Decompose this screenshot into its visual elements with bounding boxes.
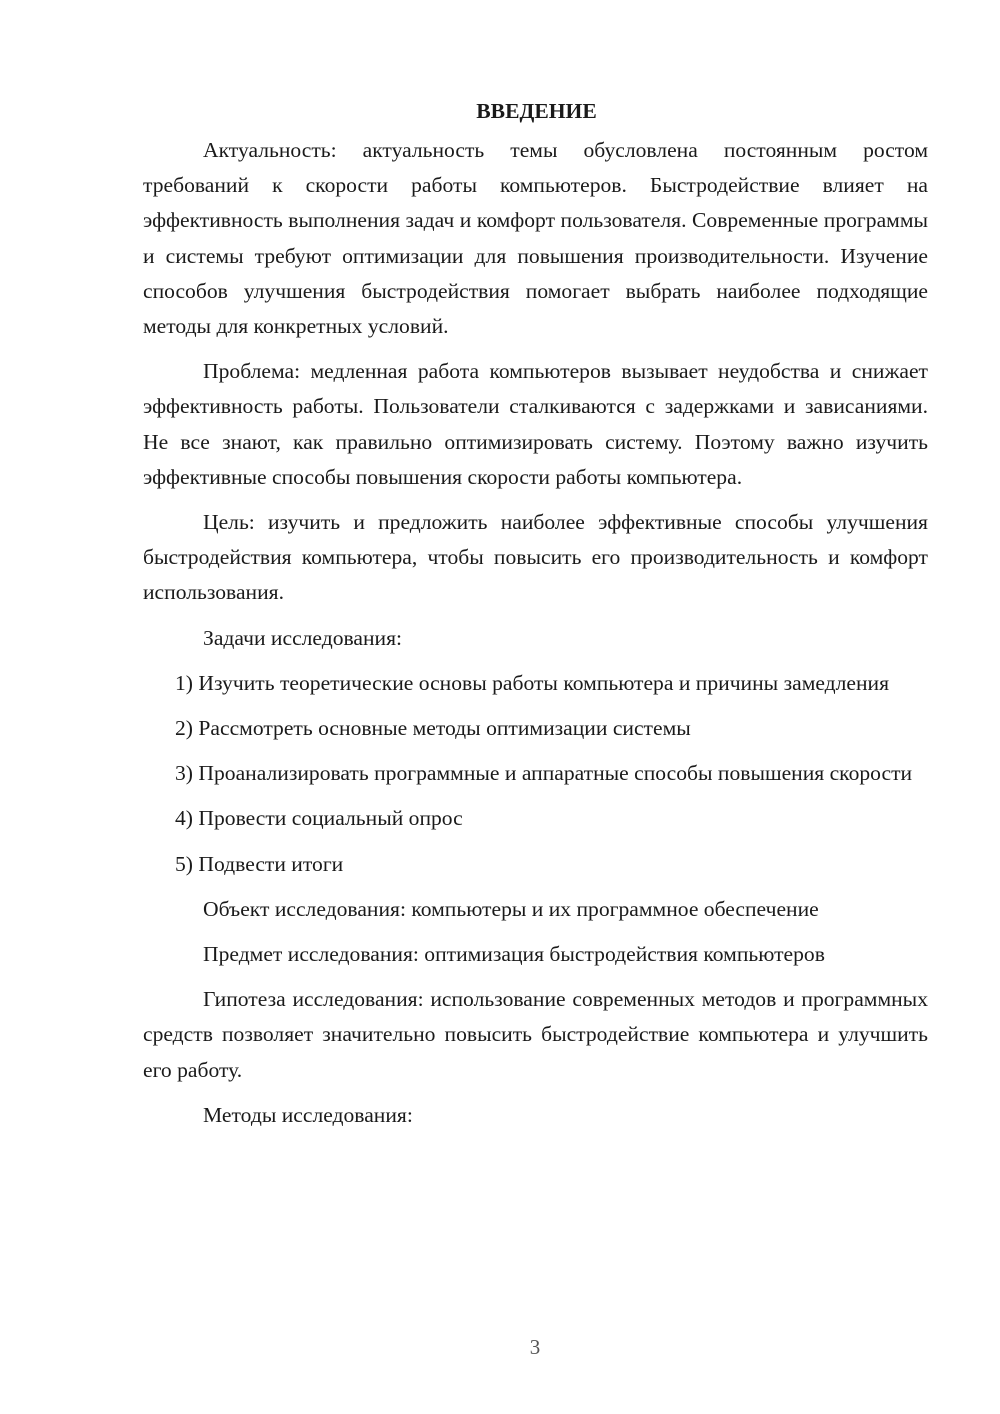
task-item-3: 3) Проанализировать программные и аппаратные способы повышения скорости <box>175 761 913 786</box>
paragraph-hypothesis: Гипотеза исследования: использование современных методов и программных средств позволяет значительно повысить быстродействие компьютера и улучшить его работу. <box>143 987 928 1082</box>
document-body <box>143 95 928 1143</box>
paragraph-object: Объект исследования: компьютеры и их программное обеспечение <box>203 896 819 921</box>
paragraph-tasks-heading: Задачи исследования: <box>203 625 403 650</box>
task-item-5: 5) Подвести итоги <box>175 851 344 876</box>
task-item-2: 2) Рассмотреть основные методы оптимизации системы <box>175 716 691 741</box>
paragraph-methods: Методы исследования: <box>203 1102 413 1127</box>
paragraph-subject: Предмет исследования: оптимизация быстродействия компьютеров <box>203 942 825 967</box>
paragraph-problem: Проблема: медленная работа компьютеров вызывает неудобства и снижает эффективность работы. Пользователи сталкиваются с задержками и зависаниями. Не все знают, как правильно оптимизировать систему. Поэтому важно изучить эффективные способы повышения скорости работы компьютера. <box>143 359 928 489</box>
paragraph-goal: Цель: изучить и предложить наиболее эффективные способы улучшения быстродействия компьютера, чтобы повысить его производительность и комфорт использования. <box>143 510 928 605</box>
section-title: ВВЕДЕНИЕ <box>476 99 597 123</box>
paragraph-relevance: Актуальность: актуальность темы обусловлена постоянным ростом требований к скорости работы компьютеров. Быстродействие влияет на эффективность выполнения задач и комфорт пользователя. Современные программы и системы требуют оптимизации для повышения производительности. Изучение способов улучшения быстродействия помогает выбрать наиболее подходящие методы для конкретных условий. <box>143 138 928 339</box>
task-item-1: 1) Изучить теоретические основы работы компьютера и причины замедления <box>175 670 890 695</box>
task-item-4: 4) Провести социальный опрос <box>175 806 463 831</box>
page-number: 3 <box>529 1335 541 1359</box>
